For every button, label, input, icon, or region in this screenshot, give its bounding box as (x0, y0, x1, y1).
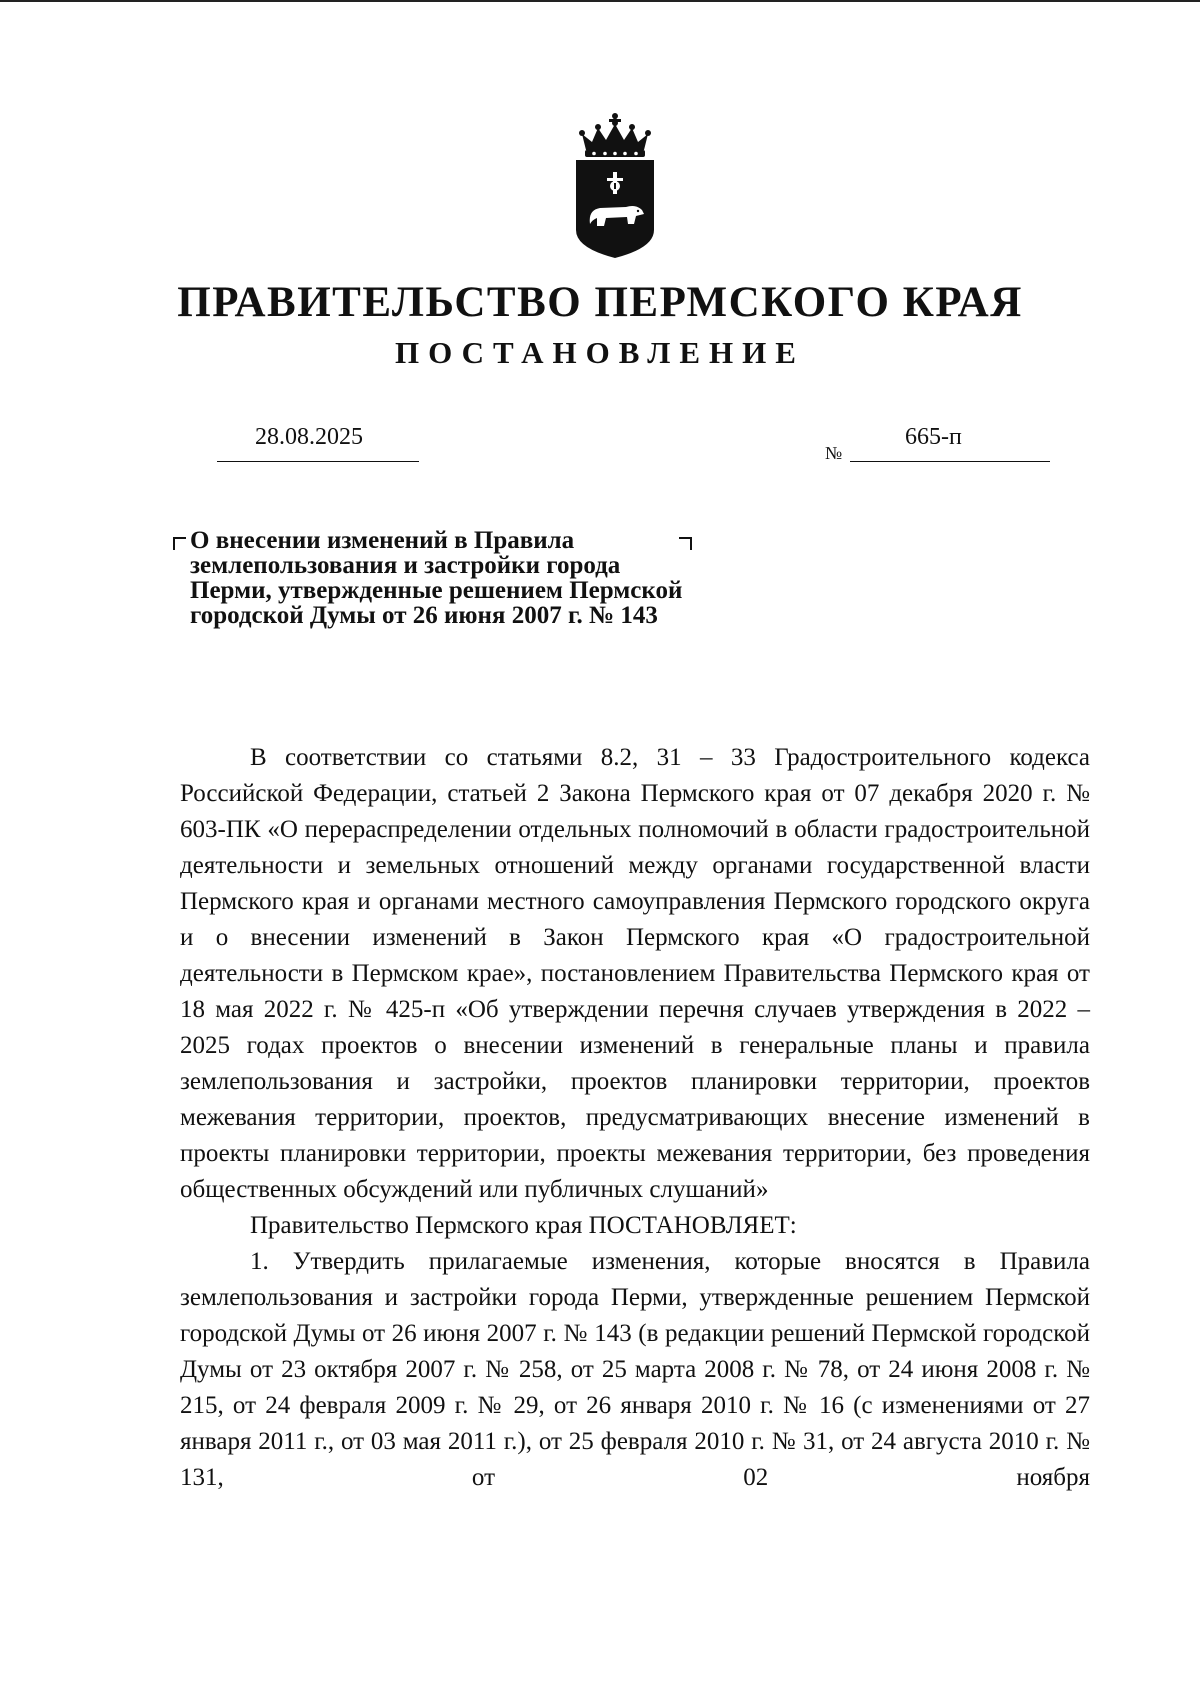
document-date: 28.08.2025 (255, 424, 363, 450)
clause-1-paragraph: 1. Утвердить прилагаемые изменения, которые вносятся в Правила землепользования и застройки города Перми, утвержденные решением Пермской городской Думы от 26 июня 2007 г. № 143 (в редакции решений Пермской городской Думы от 23 октября 2007 г. № 258, от 25 марта 2008 г. № 78, от 24 июня 2008 г. № 215, от 24 февраля 2009 г. № 29, от 26 января 2010 г. № 16 (с изменениями от 27 января 2011 г., от 03 мая 2011 г.), от 25 февраля 2010 г. № 31, от 24 августа 2010 г. № 131, от 02 ноября (180, 1248, 1090, 1491)
document-type: ПОСТАНОВЛЕНИЕ (395, 335, 805, 370)
resolution-paragraph: Правительство Пермского края ПОСТАНОВЛЯЕТ: (250, 1212, 797, 1239)
subject-line: городской Думы от 26 июня 2007 г. № 143 (190, 602, 658, 629)
document-body (180, 740, 1090, 1496)
date-underline (217, 461, 419, 462)
subject-line: О внесении изменений в Правила (190, 527, 575, 554)
subject-line: землепользования и застройки города (190, 552, 621, 579)
government-title: ПРАВИТЕЛЬСТВО ПЕРМСКОГО КРАЯ (177, 279, 1023, 326)
page-top-edge (0, 0, 1200, 2)
subject-bracket-left (173, 537, 186, 550)
perm-krai-coat-of-arms-icon (570, 112, 660, 260)
number-underline (850, 461, 1050, 462)
subject-line: Перми, утвержденные решением Пермской (190, 577, 683, 604)
document-subject (190, 528, 750, 628)
preamble-paragraph: В соответствии со статьями 8.2, 31 – 33 Градостроительного кодекса Российской Федерации, статьей 2 Закона Пермского края от 07 декабря 2020 г. № 603-ПК «О перераспределении отдельных полномочий в области градостроительной деятельности и земельных отношений между органами государственной власти Пермского края и органами местного самоуправления Пермского городского округа и о внесении изменений в Закон Пермского края «О градостроительной деятельности в Пермском крае», постановлением Правительства Пермского края от 18 мая 2022 г. № 425-п «Об утверждении перечня случаев утверждения в 2022 – 2025 годах проектов о внесении изменений в генеральные планы и правила землепользования и застройки, проектов планировки территории, проектов межевания территории, проектов, предусматривающих внесение изменений в проекты планировки территории, проекты межевания территории, без проведения общественных обсуждений или публичных слушаний» (180, 744, 1090, 1203)
document-number: 665-п (905, 424, 962, 450)
number-sign: № (825, 443, 843, 463)
